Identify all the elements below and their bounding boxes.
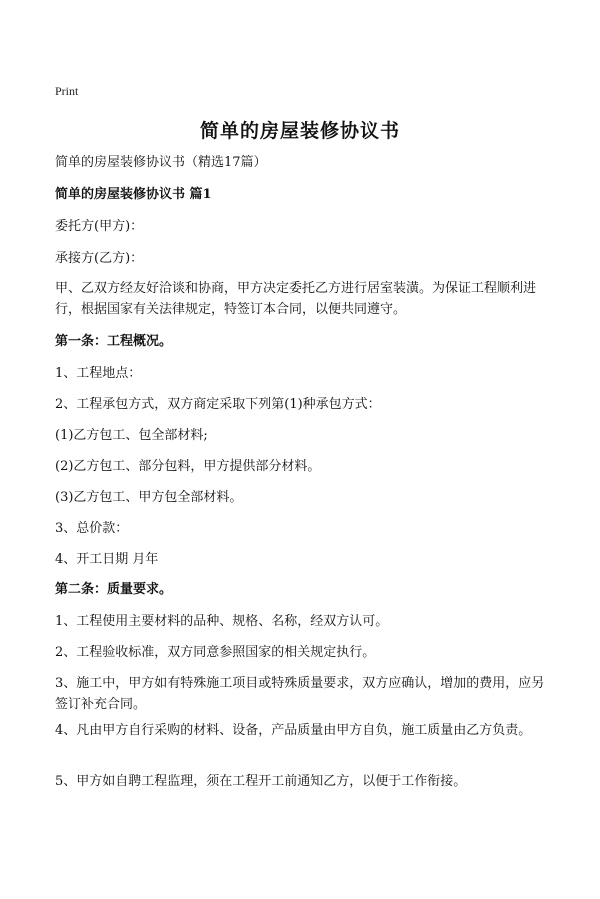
- section-heading: 简单的房屋装修协议书 篇1: [55, 187, 212, 202]
- clause-1-2: 2、工程承包方式，双方商定采取下列第(1)种承包方式：: [55, 397, 381, 412]
- client-party-line: 委托方(甲方)：: [55, 219, 144, 234]
- clause-1-3: 3、总价款：: [55, 521, 129, 536]
- preamble-paragraph: 甲、乙双方经友好洽谈和协商，甲方决定委托乙方进行居室装潢。为保证工程顺利进行，根据国家有关法律规定，特签订本合同，以便共同遵守。: [55, 281, 537, 317]
- clause-2-4: 4、凡由甲方自行采购的材料、设备，产品质量由甲方自负，施工质量由乙方负责。: [55, 723, 532, 738]
- document-title: 简单的房屋装修协议书: [199, 120, 400, 142]
- clause-1-4: 4、开工日期 月年: [55, 552, 159, 567]
- option-2: (2)乙方包工、部分包料，甲方提供部分材料。: [55, 459, 321, 474]
- option-3: (3)乙方包工、甲方包全部材料。: [55, 490, 243, 505]
- clause-2-5: 5、甲方如自聘工程监理，须在工程开工前通知乙方，以便于工作衔接。: [55, 774, 467, 789]
- document-subtitle: 简单的房屋装修协议书（精选17篇）: [55, 155, 267, 170]
- print-label: Print: [55, 84, 79, 98]
- contractor-party-line: 承接方(乙方)：: [55, 251, 144, 266]
- article-two-heading: 第二条：质量要求。: [55, 582, 173, 597]
- clause-2-3: 3、施工中，甲方如有特殊施工项目或特殊质量要求，双方应确认，增加的费用，应另签订补充合同。: [55, 676, 545, 712]
- article-one-heading: 第一条：工程概况。: [55, 334, 173, 349]
- option-1: (1)乙方包工、包全部材料;: [55, 428, 208, 443]
- clause-2-2: 2、工程验收标准，双方同意参照国家的相关规定执行。: [55, 645, 376, 660]
- clause-1-1: 1、工程地点：: [55, 366, 142, 381]
- clause-2-1: 1、工程使用主要材料的品种、规格、名称，经双方认可。: [55, 614, 389, 629]
